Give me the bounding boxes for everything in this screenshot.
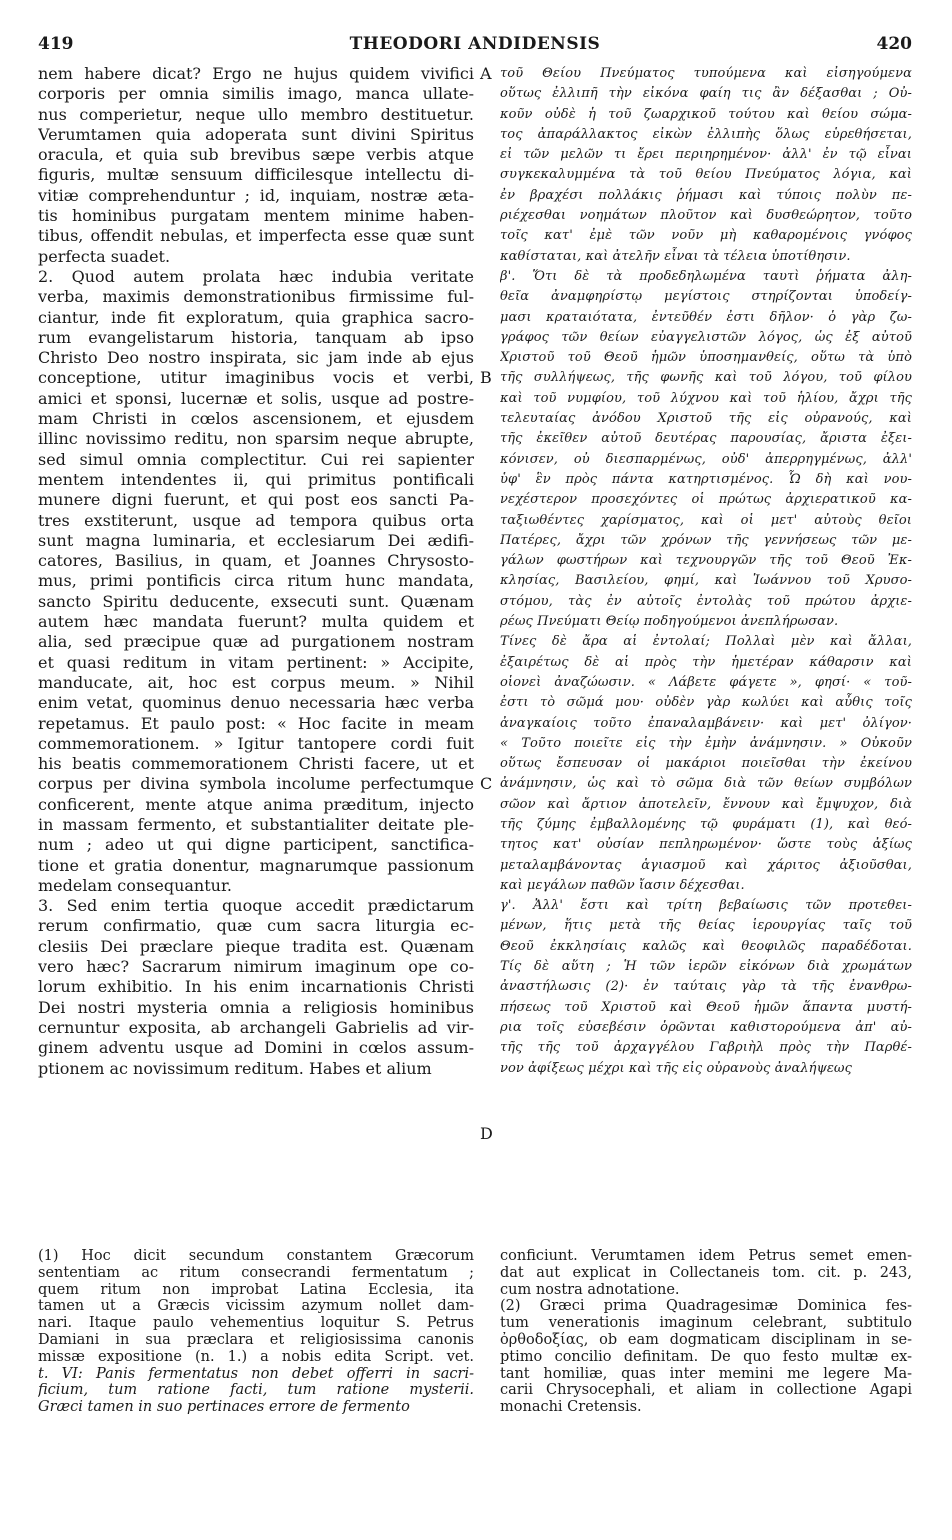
text-line: conceptione, utitur imaginibus vocis et verbi,	[38, 368, 474, 388]
text-line: ἀναστήλωσις (2)· ἐν ταύταις γὰρ τὰ τῆς ἐνανθρω-	[500, 979, 912, 995]
greek-column	[500, 64, 912, 1079]
text-line: τῆς ζύμης ἐμβαλλομένης τῷ φυράματι (1), καὶ θεό-	[500, 816, 912, 832]
text-line: sed simul omnia complectitur. Cui rei sapienter	[38, 449, 474, 469]
text-line: verba, maximis demonstrationibus firmissime ful-	[38, 287, 474, 307]
text-line: Θεοῦ ἐκκλησίαις καλῶς καὶ θεοφιλῶς παραδέδοται.	[500, 938, 912, 954]
text-line: cernuntur exposita, ab archangeli Gabrielis ad vir-	[38, 1017, 474, 1037]
text-line: rerum confirmatio, quæ cum sacra liturgia ec-	[38, 916, 474, 936]
text-line: καὶ μεγάλων παθῶν ἴασιν δέχεσθαι.	[500, 877, 745, 893]
text-line: « Τοῦτο ποιεῖτε εἰς τὴν ἐμὴν ἀνάμνησιν. » Οὐκοῦν	[500, 735, 912, 751]
text-line: conficerent, mente atque anima præditum, injecto	[38, 794, 474, 814]
margin-letter-d: D	[480, 1124, 493, 1143]
text-line: illinc novissimo reditu, non sparsim neque abrupte,	[38, 429, 474, 449]
text-line: Dei nostri mysteria omnia a religiosis hominibus	[38, 997, 474, 1017]
text-line: γ'. Ἀλλ' ἔστι καὶ τρίτη βεβαίωσις τῶν προτεθει-	[500, 898, 912, 914]
text-line: ὀρθοδοξίας, ob eam dogmaticam disciplinam in se-	[500, 1331, 912, 1348]
text-line: medelam consequantur.	[38, 875, 232, 895]
text-line: missæ expositione (n. 1.) a nobis edita Script. vet.	[38, 1348, 474, 1365]
text-line: ptimo concilio definitam. De quo festo multæ ex-	[500, 1348, 912, 1365]
text-line: munere digni fuerunt, et qui post eos sancti Pa-	[38, 490, 474, 510]
text-line: cum nostra adnotatione.	[500, 1281, 680, 1298]
text-line: (2) Græci prima Quadragesimæ Dominica fes-	[500, 1298, 912, 1315]
text-line: τος ἀπαράλλακτος εἰκὼν ἐλλιπὴς ὅλως εὑρεθήσεται,	[500, 126, 912, 142]
text-line: β'. Ὅτι δὲ τὰ προδεδηλωμένα ταυτὶ ῥήματα ἀλη-	[500, 268, 912, 284]
text-line: manducate, ait, hoc est corpus meum. » Nihil	[38, 672, 474, 692]
text-line: Damiani in sua præclara et religiosissima canonis	[38, 1331, 474, 1348]
text-line: τῆς συλλήψεως, τῆς φωνῆς καὶ τοῦ λόγου, τοῦ φίλου	[500, 370, 912, 386]
text-line: γάλων φωστήρων καὶ τεχνουργῶν τῆς τοῦ Θεοῦ Ἐκ-	[500, 553, 912, 569]
text-line: sententiam ac ritum consecrandi fermentatum ;	[38, 1264, 474, 1281]
text-line: ficium, tum ratione facti, tum ratione mysterii.	[38, 1382, 474, 1399]
text-line: νον ἀφίξεως μέχρι καὶ τῆς εἰς οὐρανοὺς ἀναλήψεως	[500, 1060, 853, 1076]
text-line: τελευταίας ἀνόδου Χριστοῦ τῆς εἰς οὐρανούς, καὶ	[500, 411, 912, 427]
text-line: συγκεκαλυμμένα τὰ τοῦ θείου Πνεύματος λόγια, καὶ	[500, 167, 912, 183]
text-line: vero hæc? Sacrarum nimirum imaginum ope co-	[38, 957, 474, 977]
text-line: nus comperietur, neque ullo membro destituetur.	[38, 104, 474, 124]
text-line: rum evangelistarum historia, tanquam ab ipso	[38, 327, 474, 347]
text-line: κλησίας, Βασιλείου, φημί, καὶ Ἰωάννου τοῦ Χρυσο-	[500, 573, 912, 589]
text-line: mus, primi pontificis circa ritum hunc mandata,	[38, 571, 474, 591]
text-line: his beatis commemorationem Christi facere, ut et	[38, 754, 474, 774]
text-line: μασι κραταιότατα, ἐντεῦθέν ἐστι δῆλον· ὁ γὰρ ζω-	[500, 309, 912, 325]
footnotes-left	[38, 1248, 474, 1416]
latin-column	[38, 64, 474, 1079]
text-line: ριέχεσθαι νοημάτων πλοῦτον καὶ δυσθεώρητον, τοῦτο	[500, 208, 912, 224]
text-line: ptionem ac novissimum reditum. Habes et alium	[38, 1058, 432, 1078]
text-line: ciantur, inde fit exploratum, quia graphica sacro-	[38, 307, 474, 327]
text-line: τῆς τῆς τοῦ ἀρχαγγέλου Γαβριὴλ πρὸς τὴν Παρθέ-	[500, 1040, 912, 1056]
text-line: mam Christi in cœlos ascensionem, et ejusdem	[38, 409, 474, 429]
text-line: ρέως Πνεύματι Θείῳ ποδηγούμενοι ἀνεπλήρωσαν.	[500, 614, 839, 630]
text-line: corpus per divina symbola incolume perfectumque	[38, 774, 474, 794]
text-line: εἰ τῶν μελῶν τι ἔρει περιηρημένον· ἀλλ' ἐν τῷ εἶναι	[500, 147, 912, 163]
text-line: mentem intendentes ii, qui primitus pontificali	[38, 469, 474, 489]
text-line: οἱονεὶ ἀναζώωσιν. « Λάβετε φάγετε », φησί· « τοῦ-	[500, 674, 912, 690]
text-line: Τίνες δὲ ἄρα αἱ ἐντολαί; Πολλαὶ μὲν καὶ ἄλλαι,	[500, 634, 912, 650]
text-line: dat aut explicat in Collectaneis tom. cit. p. 243,	[500, 1264, 912, 1281]
text-line: lorum exhibitio. In his enim incarnationis Christi	[38, 977, 474, 997]
text-line: num ; adeo ut qui digne participent, sanctifica-	[38, 835, 474, 855]
text-line: Τίς δὲ αὕτη ; Ἡ τῶν ἱερῶν εἰκόνων διὰ χρωμάτων	[500, 959, 912, 975]
text-line: μένων, ἥτις μετὰ τῆς θείας ἱερουργίας ταῖς τοῦ	[500, 918, 912, 934]
text-line: conficiunt. Verumtamen idem Petrus semet emen-	[500, 1248, 912, 1264]
text-line: τῆς ἐκεῖθεν αὐτοῦ δευτέρας παρουσίας, ἄριστα ἐξει-	[500, 431, 912, 447]
text-line: oracula, et quia sub brevibus sæpe verbis atque	[38, 145, 474, 165]
text-line: figuris, multæ sensuum difficilesque intellectu di-	[38, 165, 474, 185]
text-line: vitiæ comprehenduntur ; id, inquiam, nostræ æta-	[38, 185, 474, 205]
text-line: tis hominibus purgatam mentem minime haben-	[38, 206, 474, 226]
text-line: tamen ut a Græcis vicissim azymum nollet dam-	[38, 1298, 474, 1315]
margin-letter-c: C	[480, 774, 493, 793]
text-line: ἐξαιρέτως δὲ αἱ πρὸς τὴν ἡμετέραν κάθαρσιν καὶ	[500, 654, 912, 670]
text-line: tibus, offendit nebulas, et imperfecta esse quæ sunt	[38, 226, 474, 246]
text-line: nem habere dicat? Ergo ne hujus quidem vivifici	[38, 64, 474, 83]
text-line: perfecta suadet.	[38, 246, 171, 266]
text-line: Græci tamen in suo pertinaces errore de fermento	[38, 1399, 410, 1416]
text-line: (1) Hoc dicit secundum constantem Græcorum	[38, 1248, 474, 1264]
text-line: ταξιωθέντες χαρίσματος, καὶ οἱ μετ' αὐτοὺς θεῖοι	[500, 512, 912, 528]
text-line: ἀνάμνησιν, ὡς καὶ τὸ σῶμα διὰ τῶν θείων συμβόλων	[500, 776, 912, 792]
text-line: πήσεως τοῦ Χριστοῦ καὶ Θεοῦ ἡμῶν ἅπαντα μυστή-	[500, 999, 912, 1015]
text-line: οὕτως ἐλλιπῆ τὴν εἰκόνα φαίη τις ἂν δέξασθαι ; Οὐ-	[500, 86, 912, 102]
text-line: in massam fermento, et substantialiter deitate ple-	[38, 814, 474, 834]
running-title: THEODORI ANDIDENSIS	[349, 34, 601, 54]
running-header	[38, 34, 912, 58]
text-line: t. VI: Panis fermentatus non debet offerri in sacri-	[38, 1365, 474, 1382]
page-number-right: 420	[876, 34, 912, 54]
text-line: Πατέρες, ἄχρι τῶν χρόνων τῆς γεννήσεως τῶν με-	[500, 532, 912, 548]
text-line: καθίσταται, καὶ ἀτελῆν εἶναι τὰ τέλεια ὑποτίθησιν.	[500, 248, 851, 264]
text-line: οὕτως ἔσπευσαν οἱ μακάριοι ποιεῖσθαι τὴν ἐκείνου	[500, 756, 912, 772]
text-line: carii Chrysocephali, et aliam in collectione Agapi	[500, 1382, 912, 1399]
text-line: νεχέστερον προσεχόντες οἱ πρώτως ἀρχιερατικοῦ κα-	[500, 492, 912, 508]
footnotes-right	[500, 1248, 912, 1416]
text-line: τητος κατ' οὐσίαν πεπληρωμένον· ὥστε τοὺς ἀξίως	[500, 837, 912, 853]
text-line: σῶον καὶ ἄρτιον ἀποτελεῖν, ἔννουν καὶ ἔμψυχον, διὰ	[500, 796, 912, 812]
text-line: θεῖα ἀναμφηρίστῳ μεγίστοις στηρίζονται ὑποδείγ-	[500, 289, 912, 305]
text-line: καὶ τοῦ νυμφίου, τοῦ λύχνου καὶ τοῦ ἡλίου, ἄχρι τῆς	[500, 390, 912, 406]
text-line: στόμου, τὰς ἐν αὐτοῖς ἐντολὰς τοῦ πρώτου ἀρχιε-	[500, 593, 912, 609]
text-line: tione et gratia donentur, magnarumque passionum	[38, 855, 474, 875]
text-line: sancto Spiritu deducente, exsecuti sunt. Quænam	[38, 591, 474, 611]
page-number-left: 419	[38, 34, 74, 54]
text-line: catores, Basilius, in quam, et Joannes Chrysosto-	[38, 551, 474, 571]
text-line: et quasi reditum in vitam pertinent: » Accipite,	[38, 652, 474, 672]
text-line: clesiis Dei præclare pieque tradita est. Quænam	[38, 936, 474, 956]
text-line: ρια τοῖς εὐσεβέσιν ὁρῶνται καθιστορούμενα ἀπ' αὐ-	[500, 1019, 912, 1035]
text-line: tum venerationis imaginum celebrant, subtitulo	[500, 1315, 912, 1332]
text-line: ginem adventu usque ad Domini in cœlos assum-	[38, 1038, 474, 1058]
text-line: nari. Itaque paulo vehementius loquitur S. Petrus	[38, 1315, 474, 1332]
text-line: monachi Cretensis.	[500, 1399, 642, 1416]
text-line: sunt magna luminaria, et ecclesiarum Dei ædifi-	[38, 530, 474, 550]
text-line: tres exstiterunt, usque ad tempora quibus orta	[38, 510, 474, 530]
text-line: ὑφ' ἓν πρὸς πάντα κατηρτισμένος. Ὧ δὴ καὶ νου-	[500, 471, 912, 487]
text-line: corporis per omnia similis imago, manca ullate-	[38, 84, 474, 104]
text-line: amici et sponsi, lucernæ et solis, usque ad postre-	[38, 388, 474, 408]
text-line: τοῦ Θείου Πνεύματος τυπούμενα καὶ εἰσηγούμενα	[500, 66, 912, 81]
text-line: repetamus. Et paulo post: « Hoc facite in meam	[38, 713, 474, 733]
text-line: Χριστοῦ τοῦ Θεοῦ ἡμῶν ὑποσημανθείς, οὕτω τὰ ὑπὸ	[500, 350, 912, 366]
text-line: ἐν βραχέσι πολλάκις ῥήμασι καὶ τύποις πολὺν πε-	[500, 187, 912, 203]
text-line: commemorationem. » Igitur tantopere cordi fuit	[38, 733, 474, 753]
text-line: κόνισεν, οὐ διεσπαρμένως, οὐδ' ἀπερρηγμένως, ἀλλ'	[500, 451, 912, 467]
text-line: alia, sed præcipue quæ ad purgationem nostram	[38, 632, 474, 652]
text-line: tant homiliæ, quas inter memini me legere Ma-	[500, 1365, 912, 1382]
text-line: ἀναγκαίοις τοῦτο ἐπαναλαμβάνειν· καὶ μετ' ὀλίγον·	[500, 715, 912, 731]
text-line: Verumtamen quia adoperata sunt divini Spiritus	[38, 124, 474, 144]
text-line: enim vetat, quominus denuo necessaria hæc verba	[38, 693, 474, 713]
text-line: κοῦν οὐδὲ ἡ τοῦ ζωαρχικοῦ τούτου καὶ θείου σώμα-	[500, 106, 912, 122]
text-line: Christo Deo nostro inspirata, sic jam inde ab ejus	[38, 348, 474, 368]
text-line: γράφος τῶν θείων εὐαγγελιστῶν λόγος, ὡς ἐξ αὐτοῦ	[500, 329, 912, 345]
text-line: 2. Quod autem prolata hæc indubia veritate	[38, 266, 474, 286]
margin-letter-b: B	[480, 368, 492, 387]
text-line: ἐστι τὸ σῶμά μου· οὐδὲν γὰρ κωλύει καὶ αὖθις τοῖς	[500, 695, 912, 711]
text-line: quem ritum non improbat Latina Ecclesia, ita	[38, 1281, 474, 1298]
text-line: τοῖς κατ' ἐμὲ τῶν νοῦν μὴ καθαρομένοις γνόφος	[500, 228, 912, 244]
text-line: autem hæc mandata fuerunt? multa quidem et	[38, 612, 474, 632]
text-line: μεταλαμβάνοντας ἁγιασμοῦ καὶ χάριτος ἀξιοῦσθαι,	[500, 857, 912, 873]
text-line: 3. Sed enim tertia quoque accedit prædictarum	[38, 896, 474, 916]
margin-letter-a: A	[480, 64, 492, 83]
